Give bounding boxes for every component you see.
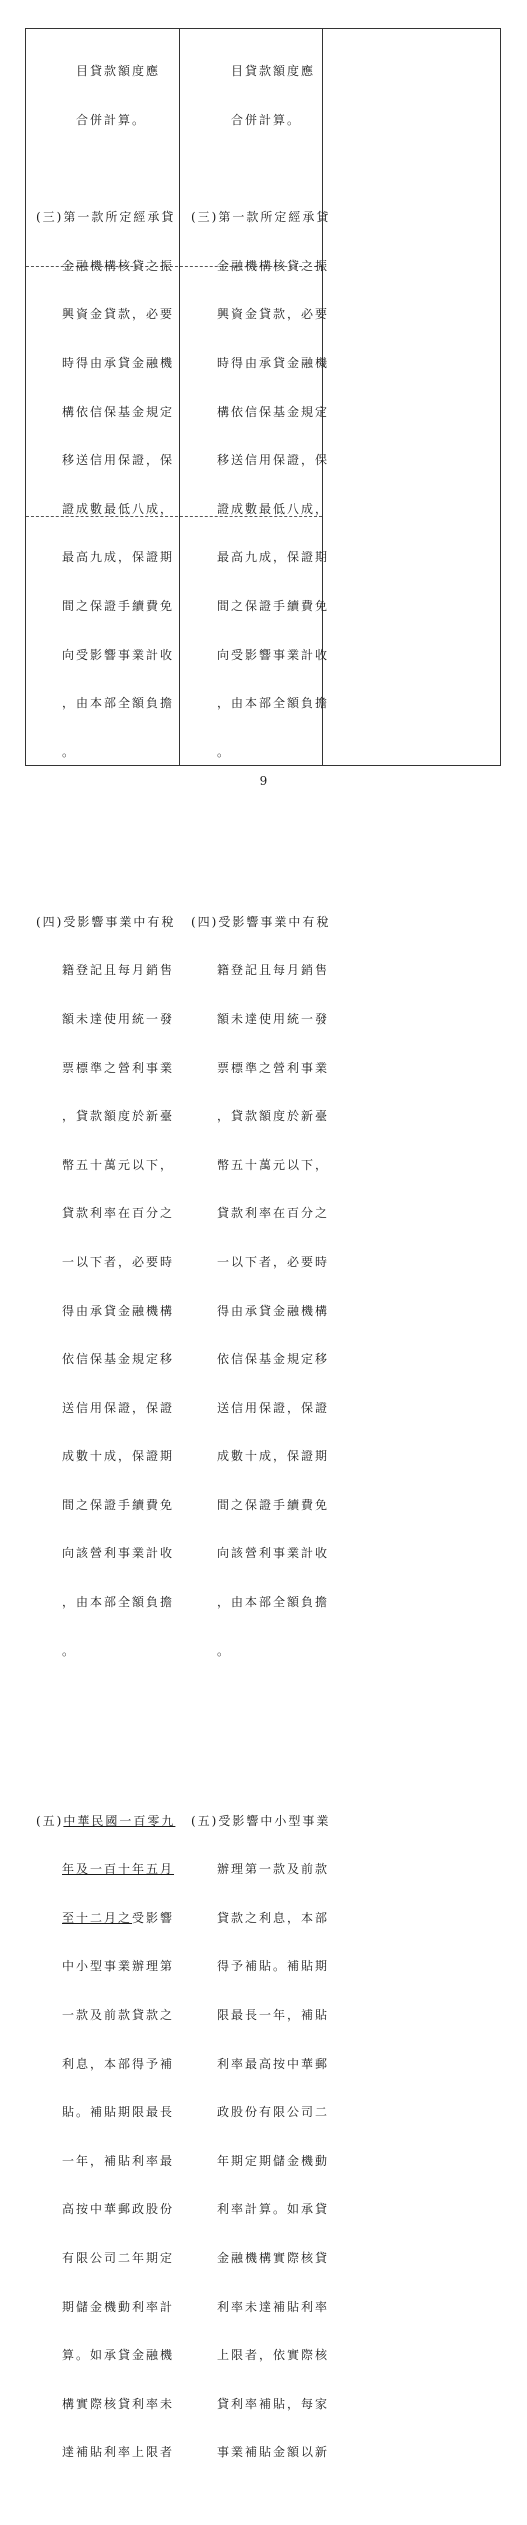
text-line: 間之保證手續費免 bbox=[62, 1497, 175, 1512]
text-line: 向該營利事業計收 bbox=[217, 1546, 330, 1561]
text-line: 合併計算。 bbox=[76, 113, 147, 127]
text-line: 得由承貸金融機構 bbox=[217, 1303, 330, 1318]
text-line: 額未達使用統一發 bbox=[217, 1011, 330, 1026]
text-line: 貸款利率在百分之 bbox=[62, 1206, 175, 1221]
item-number: (五) bbox=[36, 1813, 64, 1828]
text-line: 票標準之營利事業 bbox=[62, 1060, 175, 1075]
text-line: 一以下者，必要時 bbox=[62, 1254, 175, 1269]
text-line: ，由本部全額負擔 bbox=[217, 1595, 330, 1610]
text-line: (四)受影響事業中有稅 bbox=[36, 914, 176, 929]
text-line: 利率未達補貼利率 bbox=[217, 2299, 330, 2314]
text-line: 貸款之利息，本部 bbox=[217, 1910, 330, 1925]
text-line bbox=[36, 1813, 186, 1829]
text-line: 達補貼利率上限者 bbox=[62, 2445, 175, 2460]
text-line: 辦理第一款及前款 bbox=[217, 1862, 330, 1877]
text-line: 證成數最低八成， bbox=[62, 501, 175, 516]
text-line: 構實際核貸利率未 bbox=[62, 2396, 175, 2411]
text-line: 貼。補貼期限最長 bbox=[62, 2105, 175, 2120]
text-line: 目貸款額度應 bbox=[76, 64, 161, 79]
text-line: ，由本部全額負擔 bbox=[62, 1595, 175, 1610]
text-line: (五)受影響中小型事業 bbox=[191, 1813, 331, 1828]
text-line: 算。如承貸金融機 bbox=[62, 2348, 175, 2363]
text-line: 利率最高按中華郵 bbox=[217, 2056, 330, 2071]
text-line: 上限者，依實際核 bbox=[217, 2348, 330, 2363]
text-span: 受影響 bbox=[132, 1910, 175, 1925]
text-line: 年期定期儲金機動 bbox=[217, 2153, 330, 2168]
middle-column bbox=[191, 31, 341, 2525]
text-line: 幣五十萬元以下， bbox=[62, 1157, 175, 1172]
item-4 bbox=[191, 881, 341, 1691]
comparison-table bbox=[25, 28, 501, 2460]
text-line: 。 bbox=[62, 1643, 77, 1658]
underlined-text: 中華民國一百零九 bbox=[63, 1813, 176, 1828]
item-5 bbox=[191, 1780, 341, 2493]
text-line: 期儲金機動利率計 bbox=[62, 2299, 175, 2314]
text-line: 成數十成，保證期 bbox=[62, 1449, 175, 1464]
text-line: 貸款利率在百分之 bbox=[217, 1206, 330, 1221]
text-line: 最高九成，保證期 bbox=[62, 550, 175, 565]
text-line: 籍登記且每月銷售 bbox=[217, 963, 330, 978]
text-line: 依信保基金規定移 bbox=[62, 1352, 175, 1367]
text-line: 移送信用保證，保 bbox=[217, 453, 330, 468]
text-line: 送信用保證，保證 bbox=[62, 1400, 175, 1415]
text-line: 興資金貸款，必要 bbox=[62, 307, 175, 322]
text-line: 成數十成，保證期 bbox=[217, 1449, 330, 1464]
text-line: ，貸款額度於新臺 bbox=[62, 1109, 175, 1124]
text-line: 向受影響事業計收 bbox=[62, 647, 175, 662]
page-number: 9 bbox=[259, 774, 268, 788]
text-line: 間之保證手續費免 bbox=[62, 598, 175, 613]
text-line: 送信用保證，保證 bbox=[217, 1400, 330, 1415]
text-line: 興資金貸款，必要 bbox=[217, 307, 330, 322]
text-line: 一以下者，必要時 bbox=[217, 1254, 330, 1269]
text-line: 金融機構實際核貸 bbox=[217, 2251, 330, 2266]
text-line: 。 bbox=[217, 1643, 232, 1658]
text-line: 票標準之營利事業 bbox=[217, 1060, 330, 1075]
text-line: 高按中華郵政股份 bbox=[62, 2202, 175, 2217]
text-line: 構依信保基金規定 bbox=[217, 404, 330, 419]
text-line bbox=[36, 1861, 186, 1877]
text-line: (三)第一款所定經承貸 bbox=[36, 210, 176, 225]
text-line: 幣五十萬元以下， bbox=[217, 1157, 330, 1172]
text-line: 時得由承貸金融機 bbox=[217, 355, 330, 370]
text-line: 證成數最低八成， bbox=[217, 501, 330, 516]
text-line: ，由本部全額負擔 bbox=[62, 696, 175, 711]
text-line: ，貸款額度於新臺 bbox=[217, 1109, 330, 1124]
text-line: 利息，本部得予補 bbox=[62, 2056, 175, 2071]
text-line: 一款及前款貸款之 bbox=[62, 2008, 175, 2023]
item-5 bbox=[36, 1780, 186, 2493]
text-line: 向受影響事業計收 bbox=[217, 647, 330, 662]
text-line: 得予補貼。補貼期 bbox=[217, 1959, 330, 1974]
text-line: (四)受影響事業中有稅 bbox=[191, 914, 331, 929]
text-line: 額未達使用統一發 bbox=[62, 1011, 175, 1026]
text-line bbox=[36, 1910, 186, 1926]
text-line: 依信保基金規定移 bbox=[217, 1352, 330, 1367]
text-line: ，由本部全額負擔 bbox=[217, 696, 330, 711]
text-line: 限最長一年，補貼 bbox=[217, 2008, 330, 2023]
text-line: 合併計算。 bbox=[231, 113, 302, 127]
item-4 bbox=[36, 881, 186, 1691]
text-line: 向該營利事業計收 bbox=[62, 1546, 175, 1561]
text-line: 間之保證手續費免 bbox=[217, 598, 330, 613]
text-line: 貸利率補貼，每家 bbox=[217, 2396, 330, 2411]
text-line: 間之保證手續費免 bbox=[217, 1497, 330, 1512]
text-line: 。 bbox=[217, 744, 232, 759]
item-3 bbox=[36, 177, 186, 793]
text-line: 事業補貼金額以新 bbox=[217, 2445, 330, 2460]
text-line: 一年，補貼利率最 bbox=[62, 2153, 175, 2168]
text-line: 金融機構核貸之振 bbox=[217, 258, 330, 273]
item-3 bbox=[191, 177, 341, 793]
text-line: 目貸款額度應 bbox=[231, 64, 316, 79]
text-line: 最高九成，保證期 bbox=[217, 550, 330, 565]
text-line: 。 bbox=[62, 744, 77, 759]
text-line: 移送信用保證，保 bbox=[62, 453, 175, 468]
underlined-text: 年及一百十年五月 bbox=[62, 1862, 175, 1877]
text-line: 有限公司二年期定 bbox=[62, 2251, 175, 2266]
text-line: 得由承貸金融機構 bbox=[62, 1303, 175, 1318]
text-line: 時得由承貸金融機 bbox=[62, 355, 175, 370]
text-line: 籍登記且每月銷售 bbox=[62, 963, 175, 978]
underlined-text: 至十二月之 bbox=[62, 1910, 133, 1925]
left-column bbox=[36, 31, 186, 2525]
text-line: 政股份有限公司二 bbox=[217, 2105, 330, 2120]
text-line: 構依信保基金規定 bbox=[62, 404, 175, 419]
text-line: 利率計算。如承貸 bbox=[217, 2202, 330, 2217]
text-line: 金融機構核貸之振 bbox=[62, 258, 175, 273]
text-line: 中小型事業辦理第 bbox=[62, 1959, 175, 1974]
text-line: (三)第一款所定經承貸 bbox=[191, 210, 331, 225]
